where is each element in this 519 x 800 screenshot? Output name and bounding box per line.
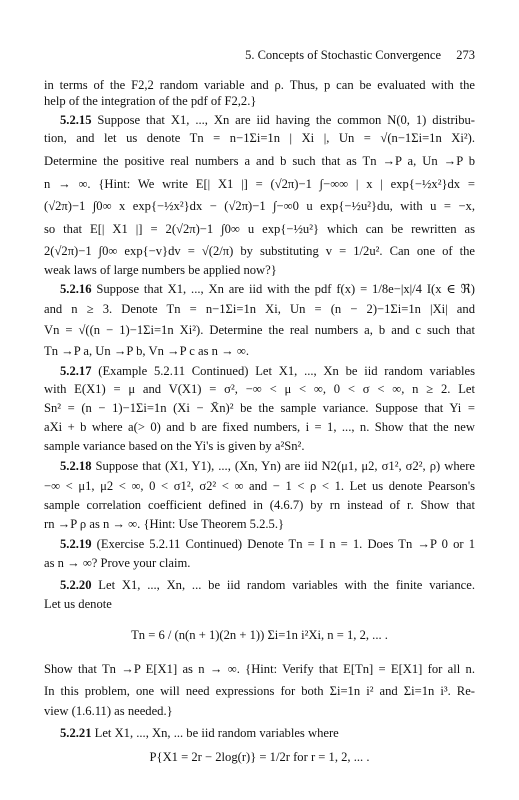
text-line: (Example 5.2.11 Continued) Let X1, ..., Xn be iid random variables [98, 364, 475, 378]
text-line: and n ≥ 3. Denote Tn = n−1Σi=1n Xi, Un = (n − 2)−1Σi=1n |Xi| and [44, 302, 475, 316]
text-line: Let X1, ..., Xn, ... be iid random variables where [94, 726, 339, 740]
running-header [0, 48, 519, 64]
display-equation: Tn = 6 / (n(n + 1)(2n + 1)) Σi=1n i²Xi, n = 1, 2, ... . [131, 628, 388, 642]
text-line: Tn →P a, Un →P b, Vn →P c as n → ∞. [44, 344, 249, 358]
text-line: as n → ∞? Prove your claim. [44, 556, 191, 570]
problem-number: 5.2.18 [60, 459, 92, 473]
problem-5-2-21 [60, 725, 475, 741]
text-line: Suppose that X1, ..., Xn are iid with the pdf f(x) = 1/8e−|x|/4 I(x ∈ ℜ) [96, 282, 475, 296]
text-line: Sn² = (n − 1)−1Σi=1n (Xi − X̄n)² be the sample variance. Suppose that Yi = [44, 401, 475, 415]
text-line: Suppose that (X1, Y1), ..., (Xn, Yn) are iid N2(μ1, μ2, σ1², σ2², ρ) where [95, 459, 475, 473]
text-line: aXi + b where a(> 0) and b are fixed numbers, i = 1, ..., n. Show that the new [44, 420, 475, 434]
text-line: help of the integration of the pdf of F2,2.} [44, 94, 257, 108]
text-line: Suppose that X1, ..., Xn are iid having the common N(0, 1) distribu- [97, 113, 475, 127]
problem-5-2-16 [60, 281, 475, 297]
text-line: sample correlation coefficient defined in (4.6.7) by rn instead of r. Show that [44, 498, 475, 512]
text-line: Vn = √((n − 1)−1Σi=1n Xi²). Determine the real numbers a, b and c such that [44, 323, 475, 337]
text-line: Let X1, ..., Xn, ... be iid random variables with the finite variance. [98, 578, 475, 592]
text-line: (√2π)−1 ∫0∞ x exp{−½x²}dx − (√2π)−1 ∫−∞0 u exp{−½u²}du, with u = −x, [44, 199, 475, 213]
problem-5-2-20 [60, 577, 475, 593]
problem-number: 5.2.20 [60, 578, 92, 592]
problem-5-2-19 [60, 536, 475, 552]
problem-5-2-18 [60, 458, 475, 474]
text-line: tion, and let us denote Tn = n−1Σi=1n | Xi |, Un = √(n−1Σi=1n Xi²). [44, 131, 475, 145]
problem-number: 5.2.17 [60, 364, 92, 378]
text-line: In this problem, one will need expressions for both Σi=1n i² and Σi=1n i³. Re- [44, 684, 475, 698]
chapter-title: 5. Concepts of Stochastic Convergence [245, 48, 441, 62]
text-line: n → ∞. {Hint: We write E[| X1 |] = (√2π)−1 ∫−∞∞ | x | exp{−½x²}dx = [44, 177, 475, 191]
text-line: Let us denote [44, 597, 112, 611]
problem-number: 5.2.16 [60, 282, 92, 296]
text-line: weak laws of large numbers be applied now?} [44, 263, 277, 277]
display-equation: P{X1 = 2r − 2log(r)} = 1/2r for r = 1, 2, ... . [149, 750, 370, 764]
text-line: so that E[| X1 |] = 2(√2π)−1 ∫0∞ u exp{−½u²} which can be rewritten as [44, 222, 475, 236]
problem-number: 5.2.19 [60, 537, 92, 551]
text-line: (Exercise 5.2.11 Continued) Denote Tn = I n = 1. Does Tn →P 0 or 1 [96, 537, 475, 551]
page-number: 273 [456, 48, 475, 62]
text-line: view (1.6.11) as needed.} [44, 704, 173, 718]
problem-5-2-17 [60, 363, 475, 379]
text-line: with E(X1) = μ and V(X1) = σ², −∞ < μ < ∞, 0 < σ < ∞, n ≥ 2. Let [44, 382, 475, 396]
text-line: −∞ < μ1, μ2 < ∞, 0 < σ1², σ2² < ∞ and − 1 < ρ < 1. Let us denote Pearson's [44, 479, 475, 493]
text-line: sample variance based on the Yi's is given by a²Sn². [44, 439, 305, 453]
text-line: Show that Tn →P E[X1] as n → ∞. {Hint: Verify that E[Tn] = E[X1] for all n. [44, 662, 475, 676]
text-line: in terms of the F2,2 random variable and ρ. Thus, p can be evaluated with the [44, 78, 475, 92]
problem-5-2-15 [60, 112, 475, 128]
problem-number: 5.2.21 [60, 726, 92, 740]
text-line: 2(√2π)−1 ∫0∞ exp{−v}dv = √(2/π) by substituting v = 1/2u². Can one of the [44, 244, 475, 258]
problem-number: 5.2.15 [60, 113, 92, 127]
text-line: Determine the positive real numbers a and b such that as Tn →P a, Un →P b [44, 154, 475, 168]
text-line: rn →P ρ as n → ∞. {Hint: Use Theorem 5.2.5.} [44, 517, 285, 531]
